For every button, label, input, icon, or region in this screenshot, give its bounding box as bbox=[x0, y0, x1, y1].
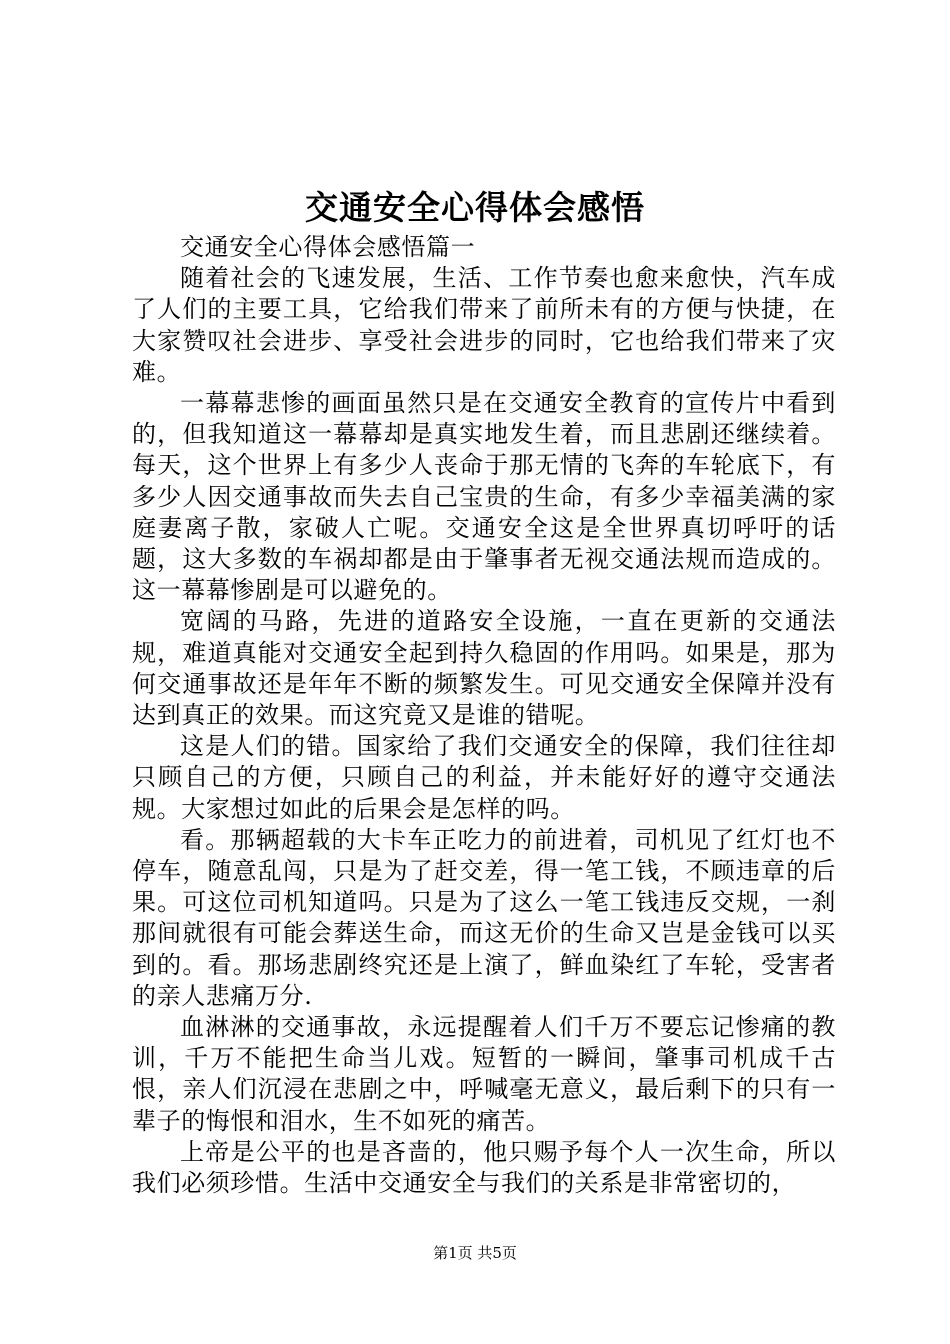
paragraph: 随着社会的飞速发展，生活、工作节奏也愈来愈快，汽车成了人们的主要工具，它给我们带来了前所未有的方便与快捷，在大家赞叹社会进步、享受社会进步的同时，它也给我们带来了灾难。 bbox=[132, 264, 836, 386]
paragraph: 看。那辆超载的大卡车正吃力的前进着，司机见了红灯也不停车，随意乱闯，只是为了赶交差，得一笔工钱，不顾违章的后果。可这位司机知道吗。只是为了这么一笔工钱违反交规，一刹那间就很有可能会葬送生命，而这无价的生命又岂是金钱可以买到的。看。那场悲剧终究还是上演了，鲜血染红了车轮，受害者的亲人悲痛万分. bbox=[132, 825, 836, 1010]
page-footer: 第1页 共5页 bbox=[433, 1244, 517, 1262]
document-body bbox=[132, 232, 836, 1199]
document-title: 交通安全心得体会感悟 bbox=[305, 188, 645, 227]
paragraph: 这是人们的错。国家给了我们交通安全的保障，我们往往却只顾自己的方便，只顾自己的利益，并未能好好的遵守交通法规。大家想过如此的后果会是怎样的吗。 bbox=[132, 732, 836, 823]
paragraph: 一幕幕悲惨的画面虽然只是在交通安全教育的宣传片中看到的，但我知道这一幕幕却是真实地发生着，而且悲剧还继续着。每天，这个世界上有多少人丧命于那无情的飞奔的车轮底下，有多少人因交通事故而失去自己宝贵的生命，有多少幸福美满的家庭妻离子散，家破人亡呢。交通安全这是全世界真切呼吁的话题，这大多数的车祸却都是由于肇事者无视交通法规而造成的。这一幕幕惨剧是可以避免的。 bbox=[132, 389, 836, 605]
paragraph: 上帝是公平的也是吝啬的，他只赐予每个人一次生命，所以我们必须珍惜。生活中交通安全与我们的关系是非常密切的， bbox=[132, 1137, 836, 1198]
paragraph: 血淋淋的交通事故，永远提醒着人们千万不要忘记惨痛的教训，千万不能把生命当儿戏。短暂的一瞬间，肇事司机成千古恨，亲人们沉浸在悲剧之中，呼喊毫无意义，最后剩下的只有一辈子的悔恨和泪水，生不如死的痛苦。 bbox=[132, 1013, 836, 1135]
paragraph-heading: 交通安全心得体会感悟篇一 bbox=[180, 233, 476, 261]
paragraph: 宽阔的马路，先进的道路安全设施，一直在更新的交通法规，难道真能对交通安全起到持久稳固的作用吗。如果是，那为何交通事故还是年年不断的频繁发生。可见交通安全保障并没有达到真正的效果。而这究竟又是谁的错呢。 bbox=[132, 607, 836, 730]
